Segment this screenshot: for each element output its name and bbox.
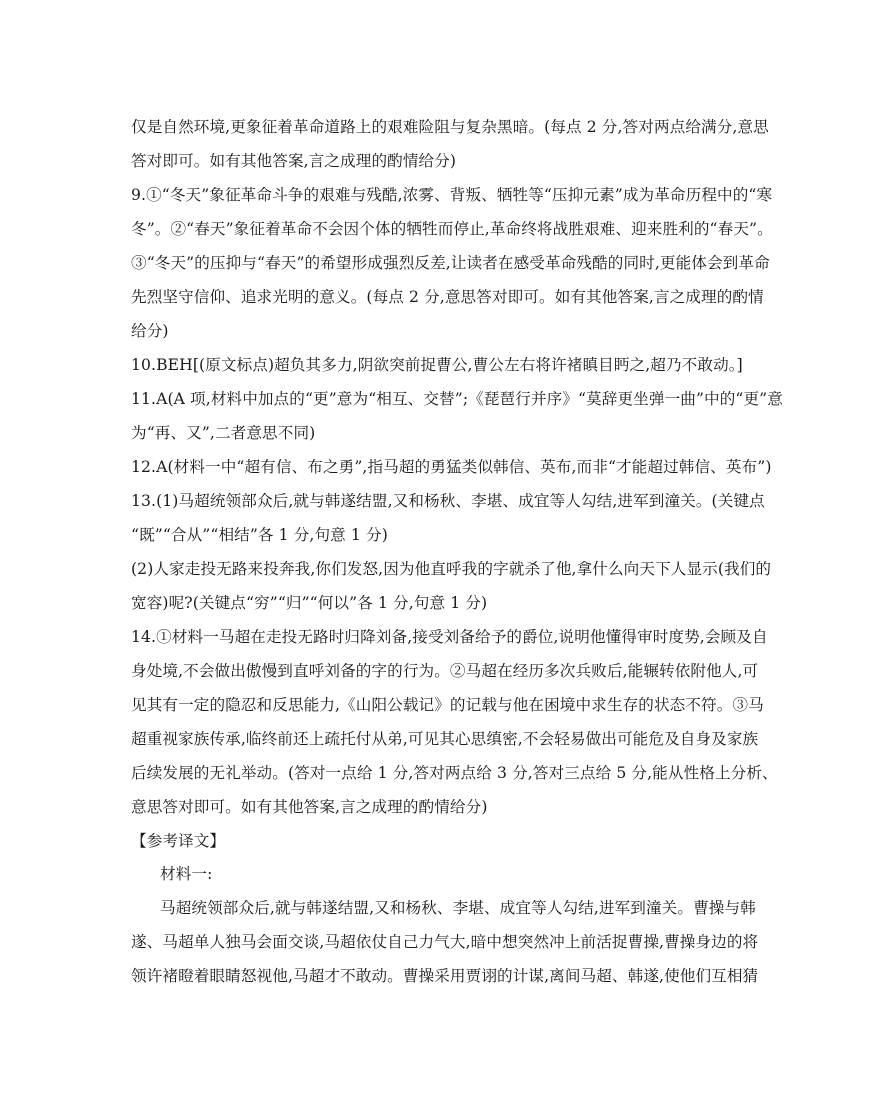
text-line: 领许褚瞪着眼睛怒视他,马超才不敢动。曹操采用贾诩的计谋,离间马超、韩遂,使他们互相猜 — [131, 967, 759, 985]
subsection-label: 材料一: — [160, 865, 213, 883]
text-line: 11.A(A 项,材料中加点的“更”意为“相互、交替”;《琵琶行并序》“莫辞更坐弹一曲”中的“更”意 — [131, 390, 783, 408]
text-line: 后续发展的无礼举动。(答对一点给 1 分,答对两点给 3 分,答对三点给 5 分,能从性格上分析、 — [131, 764, 778, 782]
text-line: 为“再、又”,二者意思不同) — [131, 424, 316, 442]
text-line: 仅是自然环境,更象征着革命道路上的艰难险阻与复杂黑暗。(每点 2 分,答对两点给满分,意思 — [131, 118, 769, 136]
text-line: 意思答对即可。如有其他答案,言之成理的酌情给分) — [131, 798, 488, 816]
text-line: 宽容)呢?(关键点“穷”“归”“何以”各 1 分,句意 1 分) — [131, 594, 488, 612]
text-line: 见其有一定的隐忍和反思能力,《山阳公载记》的记载与他在困境中求生存的状态不符。③马 — [131, 696, 764, 714]
text-line: 超重视家族传承,临终前还上疏托付从弟,可见其心思缜密,不会轻易做出可能危及自身及家族 — [131, 730, 759, 748]
text-line: 身处境,不会做出傲慢到直呼刘备的字的行为。②马超在经历多次兵败后,能辗转依附他人,可 — [131, 662, 759, 680]
text-line: (2)人家走投无路来投奔我,你们发怒,因为他直呼我的字就杀了他,拿什么向天下人显示(我们的 — [131, 560, 772, 578]
text-line: “既”“合从”“相结”各 1 分,句意 1 分) — [131, 526, 388, 544]
text-line: 10.BEH[(原文标点)超负其多力,阴欲突前捉曹公,曹公左右将许褚瞋目眄之,超乃不敢动。] — [131, 356, 743, 374]
text-line: 给分) — [131, 322, 169, 340]
text-line: 12.A(材料一中“超有信、布之勇”,指马超的勇猛类似韩信、英布,而非“才能超过韩信、英布”) — [131, 458, 772, 476]
text-line: 13.(1)马超统领部众后,就与韩遂结盟,又和杨秋、李堪、成宜等人勾结,进军到潼关。(关键点 — [131, 492, 765, 510]
section-heading: 【参考译文】 — [131, 832, 226, 850]
text-line: 马超统领部众后,就与韩遂结盟,又和杨秋、李堪、成宜等人勾结,进军到潼关。曹操与韩 — [160, 899, 756, 917]
text-line: 答对即可。如有其他答案,言之成理的酌情给分) — [131, 152, 457, 170]
text-line: 14.①材料一马超在走投无路时归降刘备,接受刘备给予的爵位,说明他懂得审时度势,会顾及自 — [131, 628, 768, 646]
text-line: 先烈坚守信仰、追求光明的意义。(每点 2 分,意思答对即可。如有其他答案,言之成理的酌情 — [131, 288, 764, 306]
text-line: 9.①“冬天”象征革命斗争的艰难与残酷,浓雾、背叛、牺牲等“压抑元素”成为革命历程中的“寒 — [131, 186, 773, 204]
text-line: ③“冬天”的压抑与“春天”的希望形成强烈反差,让读者在感受革命残酷的同时,更能体会到革命 — [131, 254, 770, 272]
text-line: 冬”。②“春天”象征着革命不会因个体的牺牲而停止,革命终将战胜艰难、迎来胜利的“春天”。 — [131, 220, 773, 238]
text-line: 遂、马超单人独马会面交谈,马超依仗自己力气大,暗中想突然冲上前活捉曹操,曹操身边的将 — [131, 933, 759, 951]
